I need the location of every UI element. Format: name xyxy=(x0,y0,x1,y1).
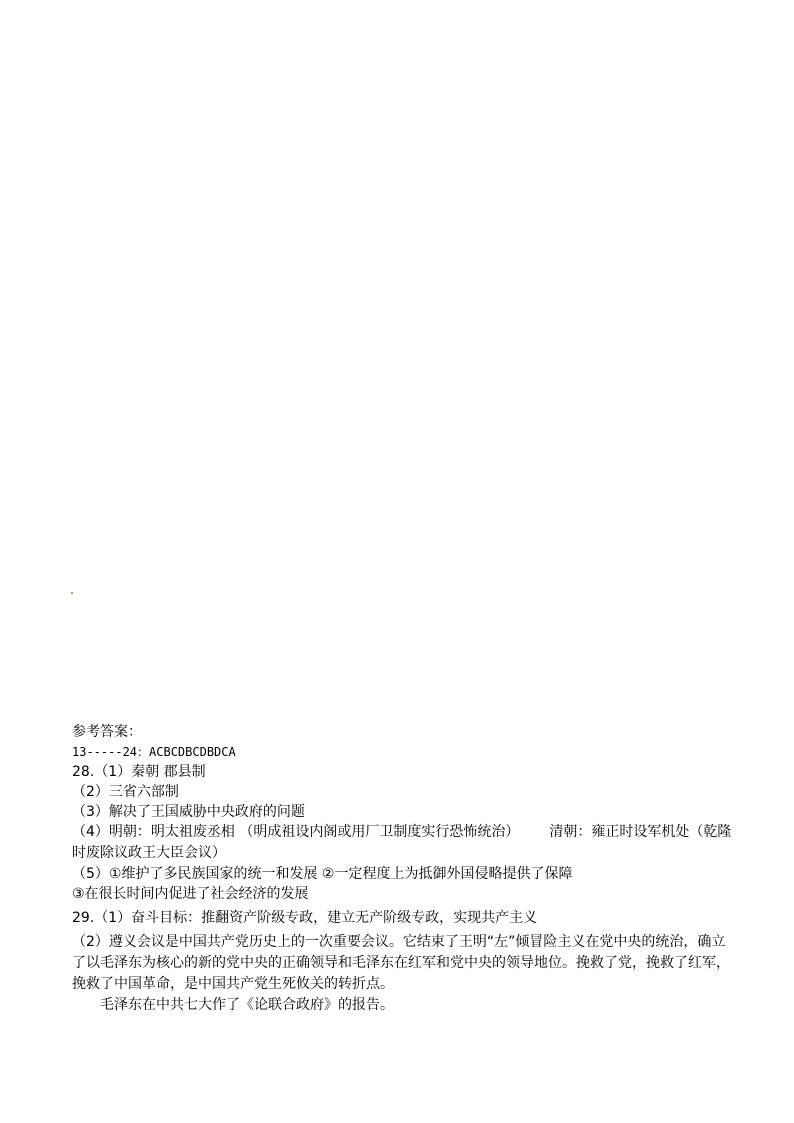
answer-heading: 参考答案： xyxy=(72,724,142,740)
q28-part4-qing: 清朝：雍正时设军机处（乾隆时废除议政王大臣会议） xyxy=(72,824,732,861)
answer-key xyxy=(72,722,732,1015)
q28-part4-ming: （4）明朝：明太祖废丞相 （明成祖设内阁或用厂卫制度实行恐怖统治） xyxy=(72,824,520,840)
q28-part5-a: （5）①维护了多民族国家的统一和发展 ②一定程度上为抵御外国侵略提供了保障 xyxy=(72,866,573,882)
q29-part1: 29.（1）奋斗目标：推翻资产阶级专政，建立无产阶级专政，实现共产主义 xyxy=(72,910,538,926)
q29-part2: （2）遵义会议是中国共产党历史上的一次重要会议。它结束了王明“左”倾冒险主义在党中央的统治，确立了以毛泽东为核心的新的党中央的正确领导和毛泽东在红军和党中央的领导地位。挽救了党，挽救了红军，挽救了中国革命，是中国共产党生死攸关的转折点。 xyxy=(72,934,730,992)
q28-part1: 28.（1）秦朝 郡县制 xyxy=(72,764,206,780)
q29-part3: 毛泽东在中共七大作了《论联合政府》的报告。 xyxy=(100,997,394,1013)
stray-mark xyxy=(71,592,73,594)
q28-part4 xyxy=(72,822,732,864)
q28-part5-b: ③在很长时间内促进了社会经济的发展 xyxy=(72,886,309,902)
q28-part2: （2）三省六部制 xyxy=(72,784,179,800)
q28-part3: （3）解决了王国威胁中央政府的问题 xyxy=(72,804,305,820)
multiple-choice-answers: 13-----24：ACBCDBCDBDCA xyxy=(72,745,236,759)
